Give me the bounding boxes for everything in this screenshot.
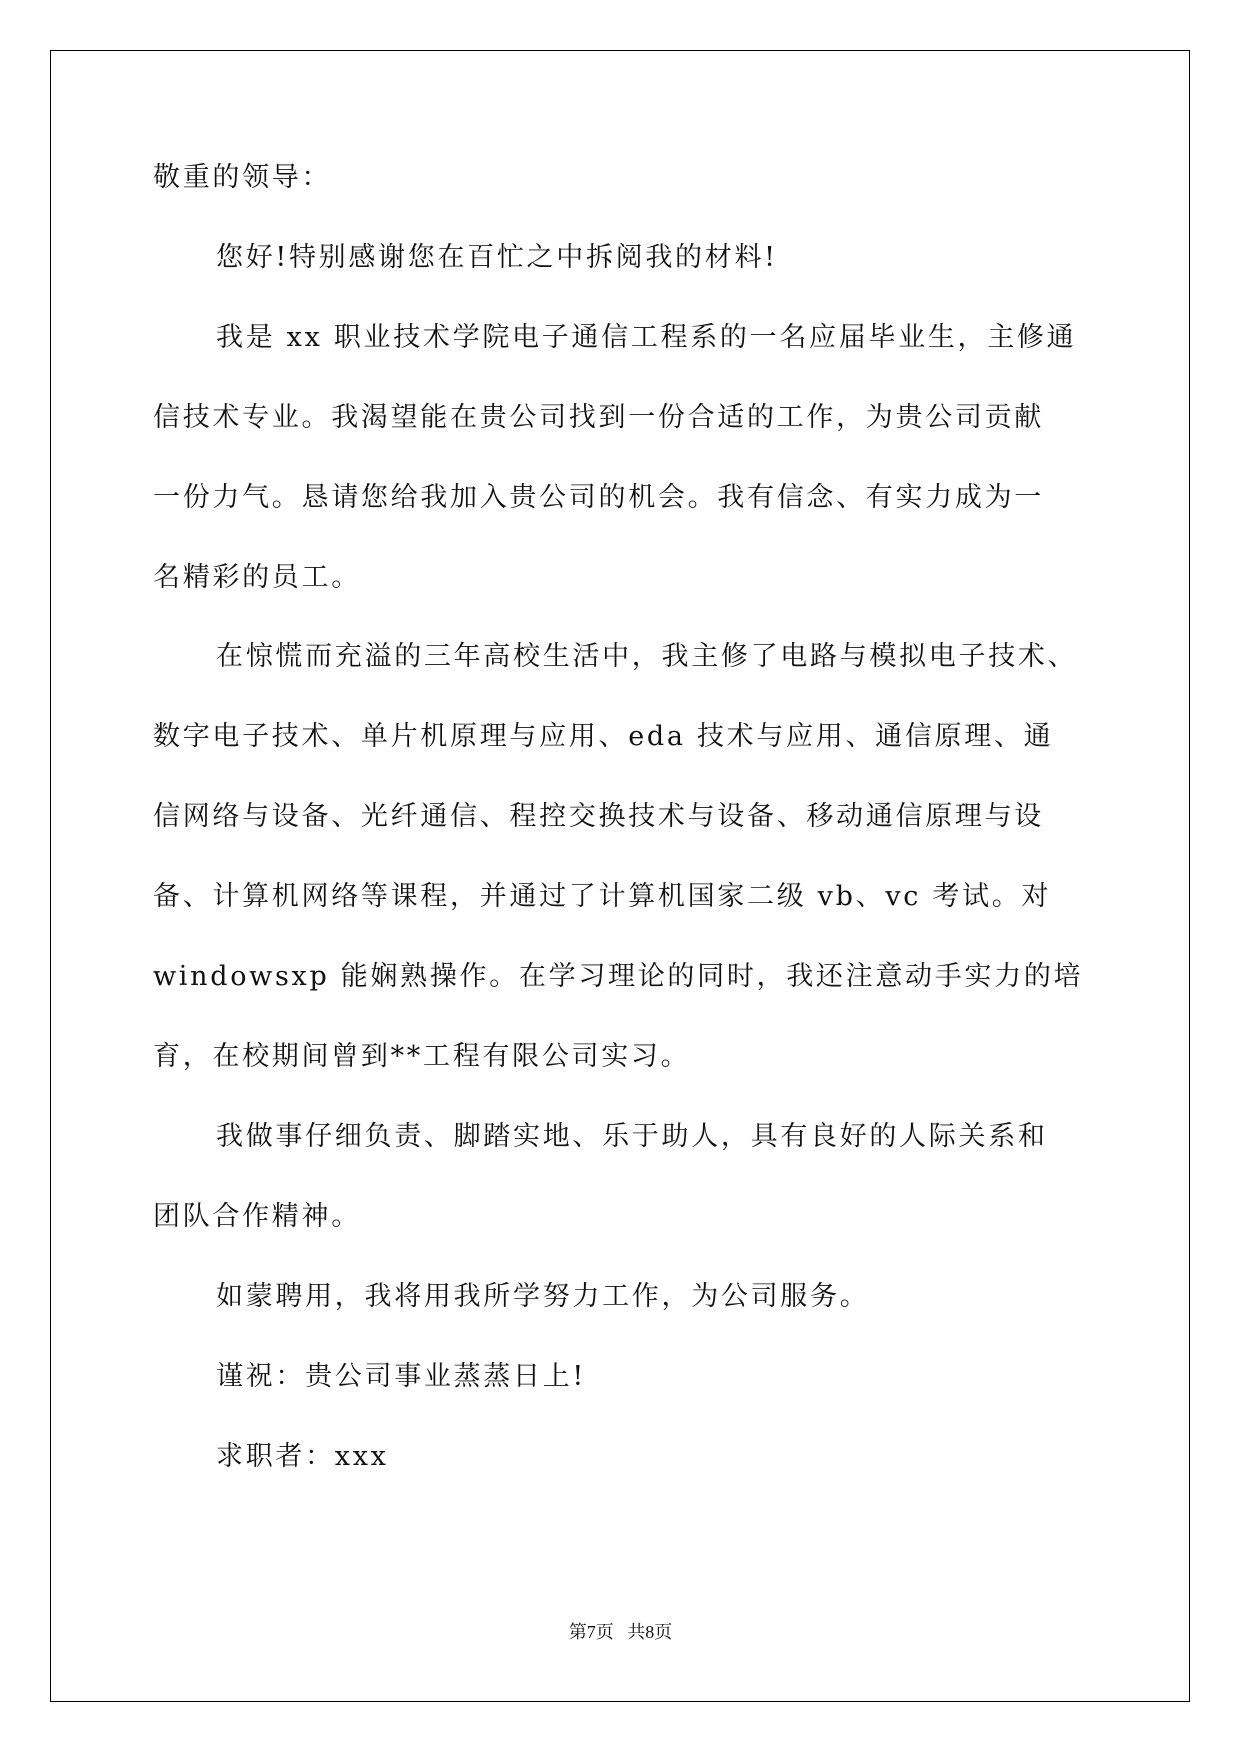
- paragraph-intro-line-1: 我是 xx 职业技术学院电子通信工程系的一名应届毕业生，主修通: [216, 322, 1077, 353]
- paragraph-greeting: 您好!特别感谢您在百忙之中拆阅我的材料!: [216, 242, 778, 273]
- paragraph-character-line-2: 团队合作精神。: [153, 1201, 361, 1232]
- paragraph-intro-line-3: 一份力气。恳请您给我加入贵公司的机会。我有信念、有实力成为一: [153, 482, 1044, 513]
- paragraph-study-line-4: 备、计算机网络等课程，并通过了计算机国家二级 vb、vc 考试。对: [153, 881, 1052, 912]
- paragraph-study-line-2: 数字电子技术、单片机原理与应用、eda 技术与应用、通信原理、通: [153, 721, 1054, 752]
- paragraph-intro-line-2: 信技术专业。我渴望能在贵公司找到一份合适的工作，为贵公司贡献: [153, 402, 1044, 433]
- paragraph-study-line-5: windowsxp 能娴熟操作。在学习理论的同时，我还注意动手实力的培: [153, 961, 1084, 992]
- paragraph-character-line-1: 我做事仔细负责、脚踏实地、乐于助人，具有良好的人际关系和: [216, 1121, 1048, 1152]
- page-number: 第7页 共8页: [568, 1622, 673, 1642]
- salutation: 敬重的领导：: [153, 162, 332, 193]
- paragraph-intro-line-4: 名精彩的员工。: [153, 562, 361, 593]
- signature: 求职者：xxx: [216, 1441, 389, 1472]
- paragraph-study-line-1: 在惊慌而充溢的三年高校生活中，我主修了电路与模拟电子技术、: [216, 641, 1078, 672]
- paragraph-closing: 如蒙聘用，我将用我所学努力工作，为公司服务。: [216, 1281, 870, 1312]
- paragraph-study-line-6: 育，在校期间曾到**工程有限公司实习。: [153, 1041, 691, 1072]
- paragraph-wishes: 谨祝：贵公司事业蒸蒸日上!: [216, 1361, 586, 1392]
- paragraph-study-line-3: 信网络与设备、光纤通信、程控交换技术与设备、移动通信原理与设: [153, 801, 1044, 832]
